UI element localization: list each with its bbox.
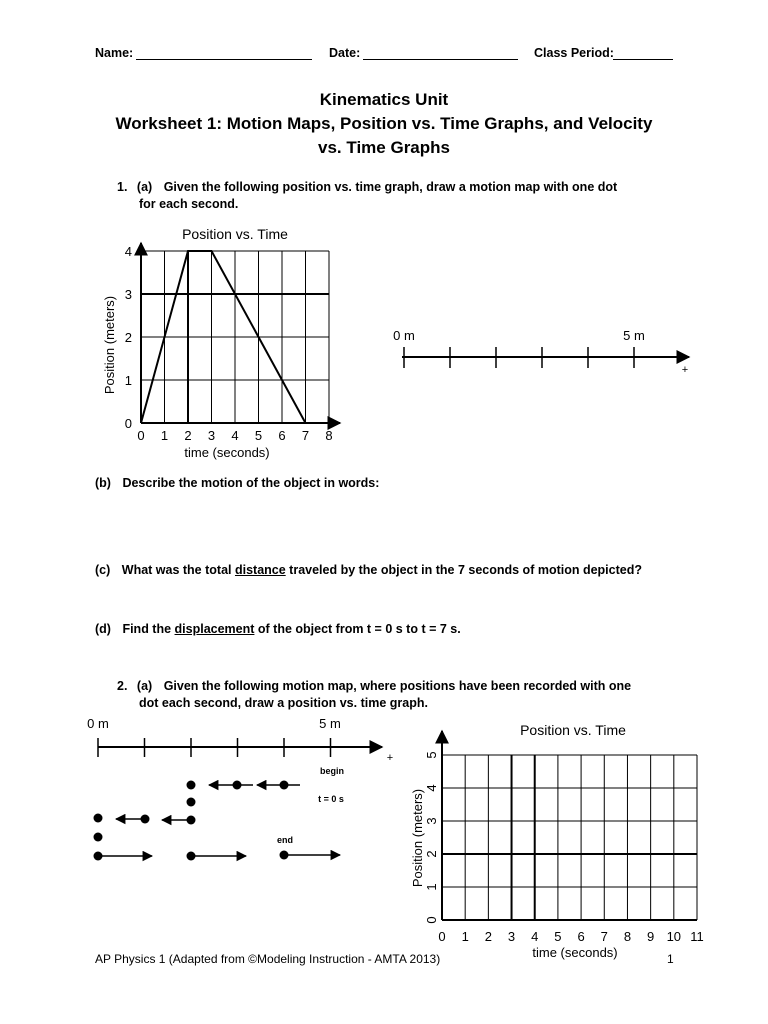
- motion-map-2-end-label: end: [276, 835, 294, 845]
- chart1-x-ticks: [137, 428, 332, 443]
- chart2-axes: [442, 731, 697, 920]
- x-tick-label: 7: [301, 428, 310, 443]
- chart2-title: Position vs. Time: [520, 722, 626, 738]
- x-tick-label: 6: [577, 929, 585, 944]
- x-tick-label: 3: [207, 428, 216, 443]
- chart2-xlabel: time (seconds): [532, 945, 618, 960]
- q1a-label: (a): [136, 180, 153, 194]
- q2a-line1: Given the following motion map, where positions have been recorded with one: [163, 679, 632, 693]
- q1c-text-pre: What was the total: [121, 563, 235, 577]
- chart1-y-ticks: [125, 244, 132, 431]
- motion-map-2: [87, 716, 393, 861]
- motion-map-1-right-label: 5 m: [623, 328, 645, 343]
- position-time-graph-1: [102, 226, 340, 460]
- q1a-line1: Given the following position vs. time graph, draw a motion map with one dot: [163, 180, 618, 194]
- position-time-graph-2: [410, 722, 704, 960]
- motion-dot: [187, 816, 196, 825]
- x-tick-label: 4: [231, 428, 239, 443]
- q1-number: 1.: [117, 180, 128, 194]
- name-label: Name:: [95, 46, 134, 60]
- motion-dot: [187, 798, 196, 807]
- chart1-ylabel: Position (meters): [102, 295, 117, 395]
- motion-dot: [187, 852, 196, 861]
- motion-map-2-right-label: 5 m: [319, 716, 341, 731]
- page-number: 1: [667, 952, 674, 966]
- motion-dot: [94, 852, 103, 861]
- y-tick-label: 1: [424, 883, 439, 891]
- y-tick-label: 5: [424, 751, 439, 759]
- x-tick-label: 7: [600, 929, 608, 944]
- date-label: Date:: [329, 46, 361, 60]
- y-tick-label: 2: [124, 330, 132, 345]
- q1d-label: (d): [95, 622, 111, 636]
- y-tick-label: 2: [424, 850, 439, 858]
- motion-dot: [94, 814, 103, 823]
- motion-dot: [280, 851, 289, 860]
- q2a-label: (a): [136, 679, 153, 693]
- q1a-line2: for each second.: [139, 197, 239, 211]
- q1d-text-post: of the object from t = 0 s to t = 7 s.: [254, 622, 461, 636]
- y-tick-label: 3: [124, 287, 132, 302]
- y-tick-label: 3: [424, 817, 439, 825]
- q1c-label: (c): [95, 563, 111, 577]
- motion-dot: [141, 815, 150, 824]
- x-tick-label: 1: [160, 428, 169, 443]
- x-tick-label: 1: [461, 929, 469, 944]
- x-tick-label: 8: [325, 428, 333, 443]
- chart2-ylabel: Position (meters): [410, 788, 425, 888]
- x-tick-label: 3: [507, 929, 516, 944]
- x-tick-label: 0: [438, 929, 446, 944]
- q1d-displacement: displacement: [174, 622, 255, 636]
- x-tick-label: 2: [184, 428, 192, 443]
- motion-map-2-t0-label: t = 0 s: [318, 794, 344, 804]
- worksheet-title-cont: vs. Time Graphs: [318, 138, 450, 157]
- y-tick-label: 1: [124, 373, 132, 388]
- chart1-axes: [141, 243, 340, 423]
- x-tick-label: 0: [137, 428, 145, 443]
- chart1-grid: [141, 251, 329, 423]
- y-tick-label: 4: [124, 244, 132, 259]
- x-tick-label: 8: [623, 929, 632, 944]
- motion-map-1-plus: +: [681, 364, 689, 376]
- q2-number: 2.: [117, 679, 128, 693]
- motion-dot: [187, 781, 196, 790]
- x-tick-label: 5: [554, 929, 562, 944]
- motion-map-2-plus: +: [386, 752, 394, 764]
- motion-dot: [94, 833, 103, 842]
- y-tick-label: 4: [424, 784, 439, 792]
- x-tick-label: 9: [647, 929, 655, 944]
- y-tick-label: 0: [424, 916, 439, 924]
- period-label: Class Period:: [534, 46, 614, 60]
- motion-map-2-left-label: 0 m: [87, 716, 109, 731]
- motion-dot: [280, 781, 289, 790]
- q1c-text-post: traveled by the object in the 7 seconds of motion depicted?: [285, 563, 642, 577]
- chart2-y-ticks: [424, 751, 439, 923]
- x-tick-label: 11: [690, 929, 704, 944]
- chart2-grid: [442, 755, 697, 920]
- motion-map-1: [393, 328, 689, 376]
- x-tick-label: 10: [666, 929, 682, 944]
- q2a-line2: dot each second, draw a position vs. time graph.: [139, 696, 428, 710]
- q1b-label: (b): [95, 476, 111, 490]
- chart2-x-ticks: [438, 929, 703, 944]
- x-tick-label: 5: [254, 428, 263, 443]
- worksheet-title: Worksheet 1: Motion Maps, Position vs. Time Graphs, and Velocity: [115, 114, 653, 133]
- q1b-text: Describe the motion of the object in words:: [122, 476, 380, 490]
- x-tick-label: 2: [484, 929, 492, 944]
- x-tick-label: 6: [278, 428, 286, 443]
- motion-map-1-left-label: 0 m: [393, 328, 415, 343]
- motion-map-2-begin-label: begin: [320, 766, 344, 776]
- chart1-xlabel: time (seconds): [184, 445, 270, 460]
- unit-title: Kinematics Unit: [319, 90, 449, 109]
- q1c-distance: distance: [234, 563, 286, 577]
- footer-credit: AP Physics 1 (Adapted from ©Modeling Instruction - AMTA 2013): [95, 952, 441, 966]
- q1d-text-pre: Find the: [122, 622, 175, 636]
- x-tick-label: 4: [531, 929, 539, 944]
- y-tick-label: 0: [124, 416, 132, 431]
- chart1-title: Position vs. Time: [182, 226, 288, 242]
- motion-dot: [233, 781, 242, 790]
